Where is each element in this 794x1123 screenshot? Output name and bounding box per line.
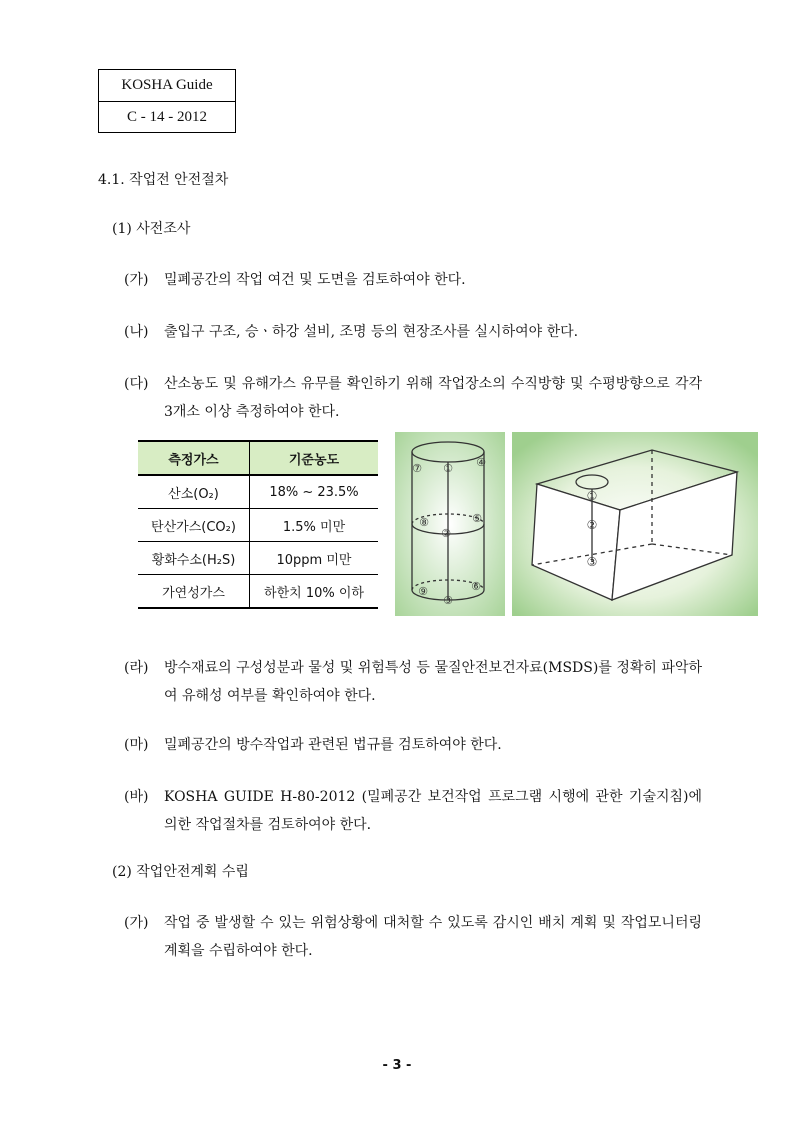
item-text: 산소농도 및 유해가스 유무를 확인하기 위해 작업장소의 수직방향 및 수평방향으로 각각 3개소 이상 측정하여야 한다. bbox=[164, 376, 702, 420]
point-label: ⑧ bbox=[419, 516, 429, 529]
section-title: 4.1. 작업전 안전절차 bbox=[98, 172, 229, 188]
sub1-title: (1) 사전조사 bbox=[112, 221, 191, 237]
std-cell: 하한치 10% 이하 bbox=[250, 575, 379, 609]
point-label: ⑥ bbox=[471, 580, 481, 593]
box-measurement-figure bbox=[512, 432, 758, 616]
table-row bbox=[138, 475, 378, 509]
std-cell: 1.5% 미만 bbox=[250, 509, 379, 542]
header-code: C - 14 - 2012 bbox=[127, 109, 207, 125]
item-marker: (바) bbox=[124, 789, 149, 805]
gas-cell: 가연성가스 bbox=[138, 575, 250, 609]
item-text: 출입구 구조, 승ㆍ하강 설비, 조명 등의 현장조사를 실시하여야 한다. bbox=[164, 324, 579, 340]
point-label: ④ bbox=[476, 456, 486, 469]
col-header-gas: 측정가스 bbox=[138, 441, 250, 475]
gas-cell: 황화수소(H₂S) bbox=[138, 542, 250, 575]
point-label: ③ bbox=[443, 594, 453, 607]
depth-label: ② bbox=[586, 518, 598, 532]
item-da bbox=[124, 370, 702, 426]
std-cell: 10ppm 미만 bbox=[250, 542, 379, 575]
item-ga bbox=[124, 266, 702, 294]
gas-cell: 탄산가스(CO₂) bbox=[138, 509, 250, 542]
point-label: ① bbox=[443, 462, 453, 475]
gas-standard-table bbox=[138, 440, 378, 609]
item-text: KOSHA GUIDE H-80-2012 (밀폐공간 보건작업 프로그램 시행에 관한 기술지침)에 의한 작업절차를 검토하여야 한다. bbox=[164, 789, 702, 833]
table-row bbox=[138, 575, 378, 609]
point-label: ⑤ bbox=[472, 512, 482, 525]
depth-label: ① bbox=[586, 489, 598, 503]
sub2-title: (2) 작업안전계획 수립 bbox=[112, 864, 249, 880]
item-na bbox=[124, 318, 702, 346]
item-marker: (마) bbox=[124, 737, 149, 753]
item-text: 작업 중 발생할 수 있는 위험상황에 대처할 수 있도록 감시인 배치 계획 및 작업모니터링 계획을 수립하여야 한다. bbox=[164, 915, 702, 959]
doc-header-box bbox=[98, 69, 236, 133]
item-marker: (가) bbox=[124, 915, 149, 931]
page-number: - 3 - bbox=[382, 1058, 412, 1073]
table-row bbox=[138, 509, 378, 542]
item-marker: (나) bbox=[124, 324, 149, 340]
point-label: ⑨ bbox=[418, 585, 428, 598]
item-marker: (가) bbox=[124, 272, 149, 288]
item-text: 밀폐공간의 작업 여건 및 도면을 검토하여야 한다. bbox=[164, 272, 466, 288]
item-ra bbox=[124, 654, 702, 710]
gas-cell: 산소(O₂) bbox=[138, 475, 250, 509]
point-label: ⑦ bbox=[412, 462, 422, 475]
item-ma bbox=[124, 731, 702, 759]
item-text: 밀폐공간의 방수작업과 관련된 법규를 검토하여야 한다. bbox=[164, 737, 502, 753]
depth-label: ③ bbox=[586, 555, 598, 569]
point-label: ② bbox=[441, 527, 451, 540]
table-row bbox=[138, 542, 378, 575]
item-sub2-ga bbox=[124, 909, 702, 965]
item-marker: (다) bbox=[124, 376, 149, 392]
item-marker: (라) bbox=[124, 660, 149, 676]
std-cell: 18% ~ 23.5% bbox=[250, 475, 379, 509]
cylinder-measurement-figure bbox=[395, 432, 505, 616]
header-guide: KOSHA Guide bbox=[99, 70, 235, 102]
item-ba bbox=[124, 783, 702, 839]
item-text: 방수재료의 구성성분과 물성 및 위험특성 등 물질안전보건자료(MSDS)를 정확히 파악하여 유해성 여부를 확인하여야 한다. bbox=[164, 660, 702, 704]
table-header-row bbox=[138, 441, 378, 475]
col-header-std: 기준농도 bbox=[250, 441, 379, 475]
